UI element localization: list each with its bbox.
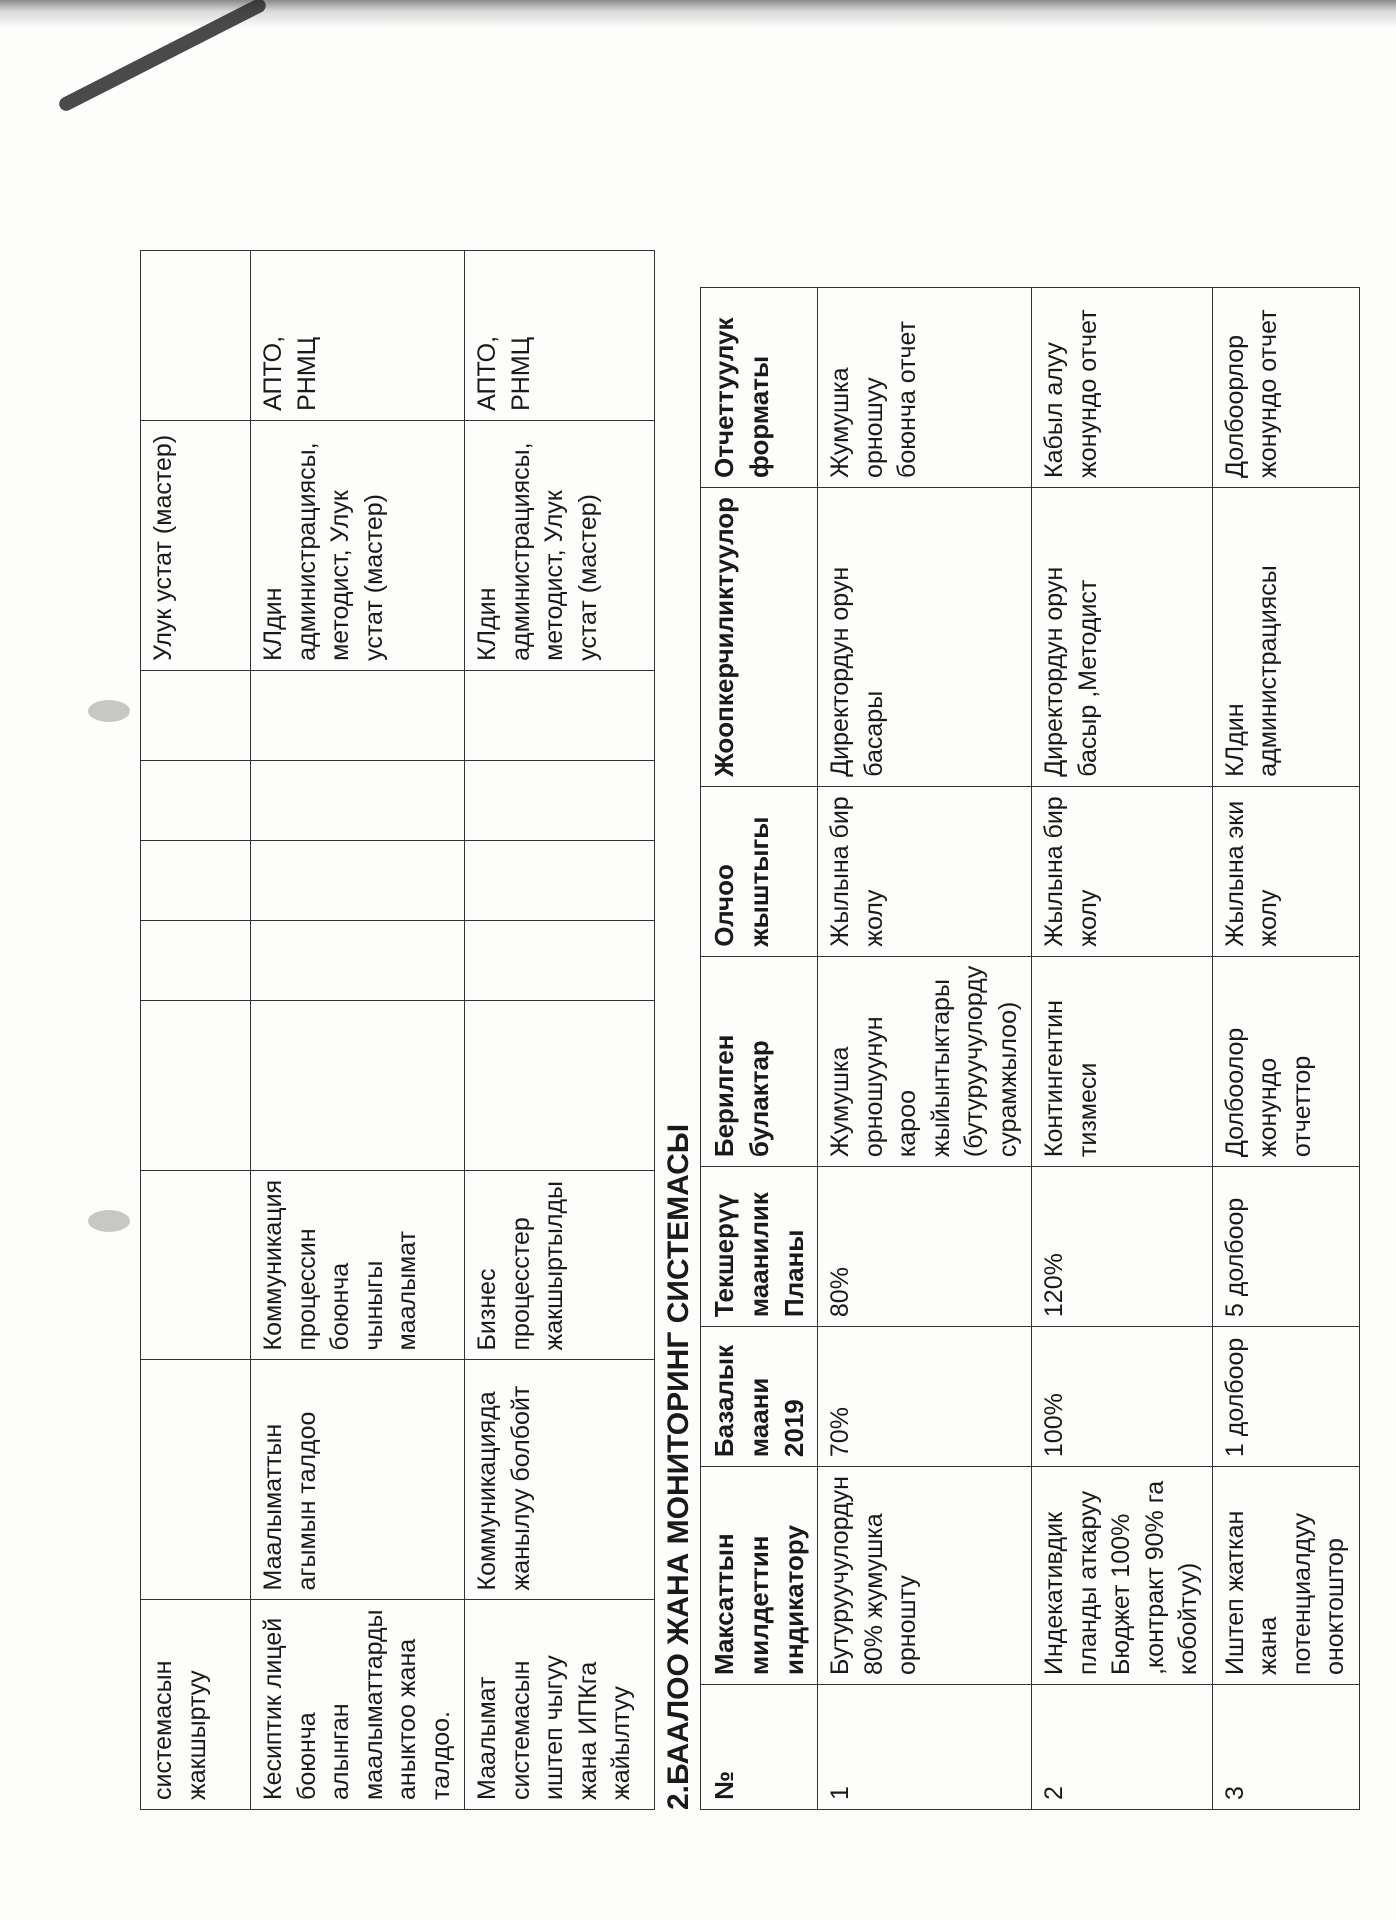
table-cell: [141, 920, 251, 1000]
table-cell: Жылына эки жолу: [1212, 786, 1359, 956]
table-row: [141, 250, 251, 1809]
table-cell: Маалыматтын агымын талдоо: [251, 1360, 465, 1600]
table-cell: [251, 760, 465, 840]
table-cell: Жылына бир жолу: [818, 786, 1032, 956]
table-cell: Кесиптик лицей боюнча алынган маалыматтарды аныктоо жана талдоо.: [251, 1600, 465, 1810]
table-cell: 70%: [818, 1327, 1032, 1467]
table-cell: [251, 1000, 465, 1170]
table-cell: [141, 840, 251, 920]
table-cell: [141, 670, 251, 760]
column-header: Текшерүү маанилик Планы: [701, 1167, 818, 1327]
table-cell: [141, 1000, 251, 1170]
table-cell: 1: [818, 1685, 1032, 1810]
plan-table: [140, 250, 655, 1810]
table-cell: Контингентин тизмеси: [1032, 956, 1213, 1166]
table-row: [818, 287, 1032, 1809]
rotated-page: [0, 100, 1396, 1920]
table-cell: [465, 670, 655, 760]
table-cell: [141, 760, 251, 840]
table-cell: Кабыл алуу жонундо отчет: [1032, 287, 1213, 487]
table-cell: КЛдин администрациясы, методист, Улук устат (мастер): [251, 420, 465, 670]
table-cell: Бизнес процесстер жакшыртылды: [465, 1170, 655, 1360]
monitoring-table: [700, 287, 1360, 1810]
table-cell: КЛдин администрациясы: [1212, 487, 1359, 786]
table-cell: Иштеп жаткан жана потенциалдуу оноктоштор: [1212, 1467, 1359, 1685]
table-cell: [141, 1360, 251, 1600]
table-cell: Жумушка орношуунун кароо жыйынтыктары (бутуруучулорду сурамжылоо): [818, 956, 1032, 1166]
table-cell: [465, 920, 655, 1000]
column-header: Отчеттуулук форматы: [701, 287, 818, 487]
table-cell: 1 долбоор: [1212, 1327, 1359, 1467]
table-cell: [251, 840, 465, 920]
table-row: [465, 250, 655, 1809]
table-cell: Бутуруучулордун 80% жумушка орношту: [818, 1467, 1032, 1685]
table-cell: Долбоолор жонундо отчеттор: [1212, 956, 1359, 1166]
table-cell: [465, 1000, 655, 1170]
column-header: Берилген булактар: [701, 956, 818, 1166]
table-cell: Коммуникацияда жанылуу болбойт: [465, 1360, 655, 1600]
table-cell: Жылына бир жолу: [1032, 786, 1213, 956]
table-cell: [251, 920, 465, 1000]
table-cell: Жумушка орношуу боюнча отчет: [818, 287, 1032, 487]
column-header: Олчоо жыштыгы: [701, 786, 818, 956]
table-cell: [251, 670, 465, 760]
table-cell: Коммуникация процессин боюнча чыныгы маалымат: [251, 1170, 465, 1360]
table-cell: Улук устат (мастер): [141, 420, 251, 670]
column-header: №: [701, 1685, 818, 1810]
table-cell: Маалымат системасын иштеп чыгуу жана ИПКга жайылтуу: [465, 1600, 655, 1810]
table-cell: АПТО, РНМЦ: [251, 250, 465, 420]
table-cell: Директордун орун басыр ,Методист: [1032, 487, 1213, 786]
table-cell: [141, 1170, 251, 1360]
table-cell: 3: [1212, 1685, 1359, 1810]
table-cell: Долбоорлор жонундо отчет: [1212, 287, 1359, 487]
table-row: [1032, 287, 1213, 1809]
table-cell: [465, 840, 655, 920]
table-cell: Индекативдик планды аткаруу Бюджет 100% ,контракт 90% га кобойтуу): [1032, 1467, 1213, 1685]
table-cell: 80%: [818, 1167, 1032, 1327]
table-cell: 2: [1032, 1685, 1213, 1810]
table-cell: 100%: [1032, 1327, 1213, 1467]
table-cell: КЛдин администрациясы, методист, Улук устат (мастер): [465, 420, 655, 670]
column-header: Максаттын милдеттин индикатору: [701, 1467, 818, 1685]
table-cell: АПТО, РНМЦ: [465, 250, 655, 420]
table-cell: системасын жакшыртуу: [141, 1600, 251, 1810]
column-header: Жоопкерчиликтуулор: [701, 487, 818, 786]
table-row: [1212, 287, 1359, 1809]
table-cell: 120%: [1032, 1167, 1213, 1327]
table-cell: 5 долбоор: [1212, 1167, 1359, 1327]
table-row: [251, 250, 465, 1809]
table-cell: Директордун орун басары: [818, 487, 1032, 786]
table-cell: [465, 760, 655, 840]
section-heading: 2.БААЛОО ЖАНА МОНИТОРИНГ СИСТЕМАСЫ: [662, 1123, 695, 1810]
column-header: Базалык маани 2019: [701, 1327, 818, 1467]
table-cell: [141, 250, 251, 420]
